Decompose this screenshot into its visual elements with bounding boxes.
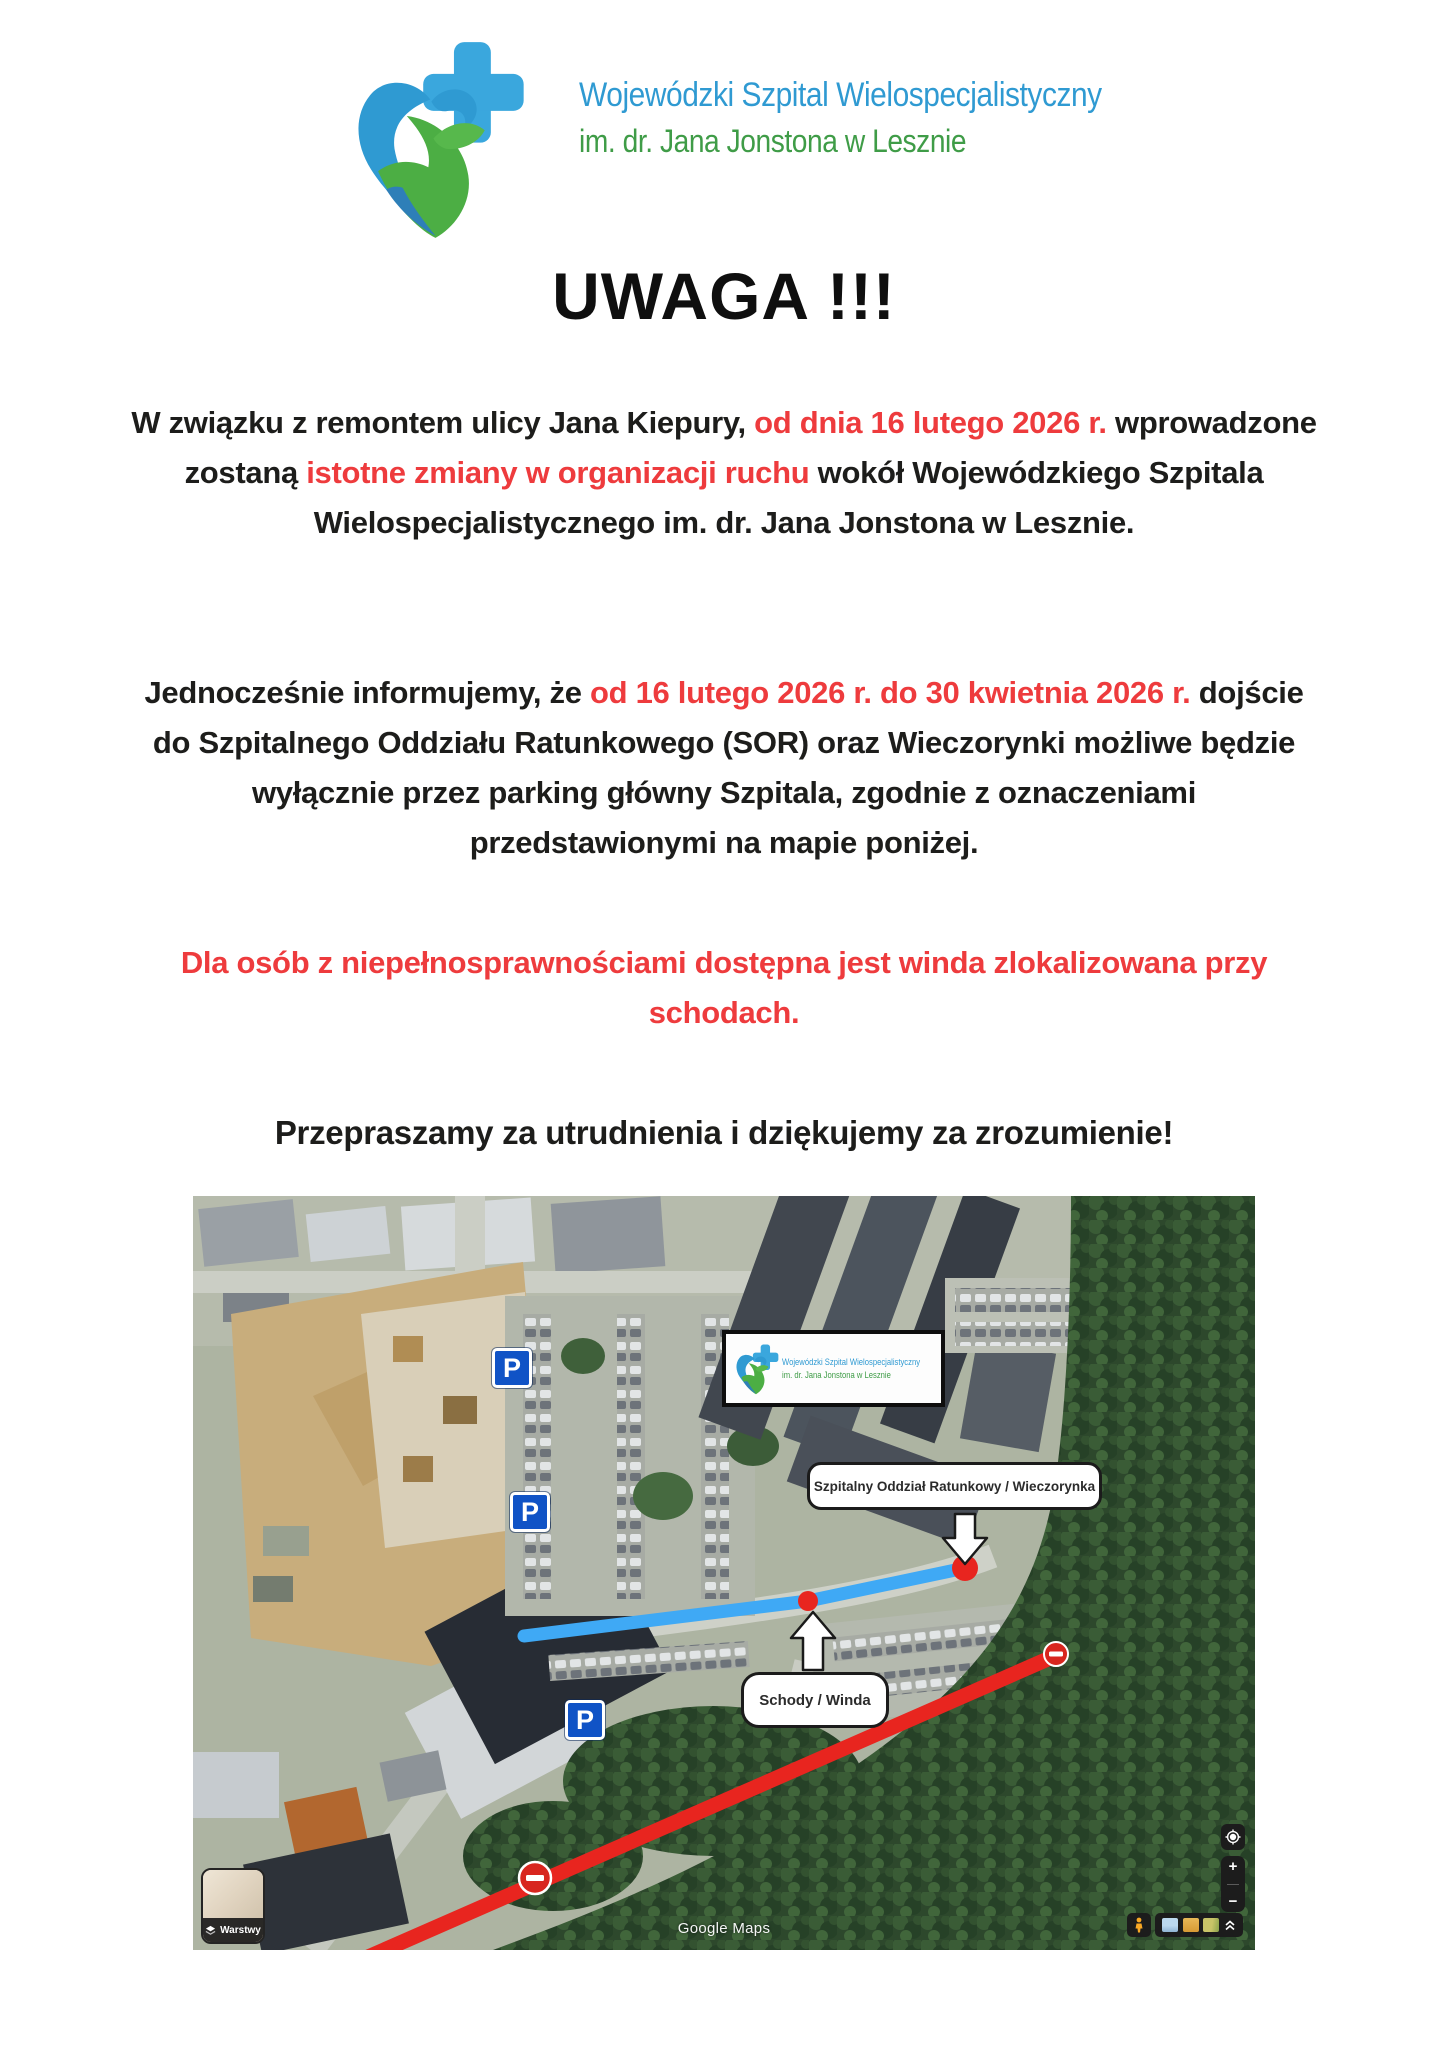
p1-text3: wokół Wojewódzkiego Szpitala Wielospecjalistycznego im. dr. Jana Jonstona w Lesznie. [313, 455, 1264, 540]
p2-text2: dojście do Szpitalnego Oddziału Ratunkowego (SOR) oraz Wieczorynki możliwe będzie wyłącznie przez parking główny Szpitala, zgodnie z oznaczeniami przedstawionymi na mapie poniżej. [152, 675, 1304, 860]
map-logo-line2: im. dr. Jana Jonstona w Lesznie [782, 1370, 891, 1380]
page-title: UWAGA !!! [552, 259, 896, 333]
paragraph-elevator-info: Dla osób z niepełnosprawnościami dostępna jest winda zlokalizowana przy schodach. [180, 945, 1268, 1030]
collapse-chevron-icon[interactable] [1224, 1919, 1236, 1932]
pegman-icon [1133, 1917, 1145, 1933]
imagery-thumbnail[interactable] [1203, 1918, 1219, 1932]
p1-text2: wprowadzone zostaną [184, 405, 1317, 490]
p1-text: W związku z remontem ulicy Jana Kiepury, [131, 405, 755, 440]
stairs-elevator-label: Schody / Winda [741, 1672, 889, 1728]
zoom-in-button[interactable]: + [1221, 1859, 1245, 1874]
imagery-thumbnail[interactable] [1162, 1918, 1178, 1932]
paragraph-sor-access [129, 668, 1319, 868]
p1-date-highlight: od dnia 16 lutego 2026 r. [754, 405, 1107, 440]
no-entry-sign-bottom [519, 1862, 551, 1894]
stairs-marker-dot [798, 1591, 818, 1611]
map-logo-card [722, 1330, 945, 1407]
hospital-logo-icon-small [730, 1340, 782, 1398]
parking-sign: P [565, 1700, 605, 1740]
zoom-divider [1227, 1884, 1239, 1885]
my-location-button[interactable] [1221, 1824, 1245, 1850]
p2-daterange-highlight: od 16 lutego 2026 r. do 30 kwietnia 2026 r. [589, 675, 1191, 710]
sor-label: Szpitalny Oddział Ratunkowy / Wieczorynka [807, 1462, 1102, 1510]
no-entry-sign-right [1044, 1642, 1068, 1666]
layers-control[interactable] [201, 1868, 265, 1944]
paragraph-roadworks [129, 398, 1319, 548]
parking-sign: P [492, 1348, 532, 1388]
zoom-out-button[interactable]: − [1221, 1894, 1245, 1909]
pegman-control[interactable] [1127, 1913, 1151, 1937]
imagery-thumbnail[interactable] [1183, 1918, 1199, 1932]
hospital-logo-icon [318, 36, 553, 241]
stairs-arrow-icon [791, 1612, 835, 1670]
layers-icon [205, 1925, 216, 1936]
layers-label: Warstwy [220, 1924, 261, 1936]
p2-text: Jednocześnie informujemy, że [144, 675, 590, 710]
my-location-icon [1225, 1829, 1241, 1845]
p1-changes-highlight: istotne zmiany w organizacji ruchu [306, 455, 810, 490]
zoom-control [1221, 1856, 1245, 1912]
closed-route-line [343, 1655, 1057, 1950]
hospital-logo-header [318, 36, 1173, 241]
google-maps-watermark: Google Maps [677, 1920, 771, 1937]
map-logo-line1: Wojewódzki Szpital Wielospecjalistyczny [782, 1357, 921, 1367]
hospital-name-block [579, 76, 1173, 160]
imagery-thumbnail-bar [1155, 1913, 1243, 1937]
hospital-name-line1: Wojewódzki Szpital Wielospecjalistyczny [579, 76, 1102, 114]
hospital-name-line2: im. dr. Jana Jonstona w Lesznie [579, 123, 967, 159]
parking-sign: P [510, 1492, 550, 1532]
sor-arrow-icon [943, 1514, 987, 1564]
map-screenshot[interactable] [193, 1196, 1255, 1950]
route-overlay [193, 1196, 1255, 1950]
paragraph-apology: Przepraszamy za utrudnienia i dziękujemy za zrozumienie! [274, 1114, 1174, 1151]
open-route-line [524, 1568, 965, 1636]
